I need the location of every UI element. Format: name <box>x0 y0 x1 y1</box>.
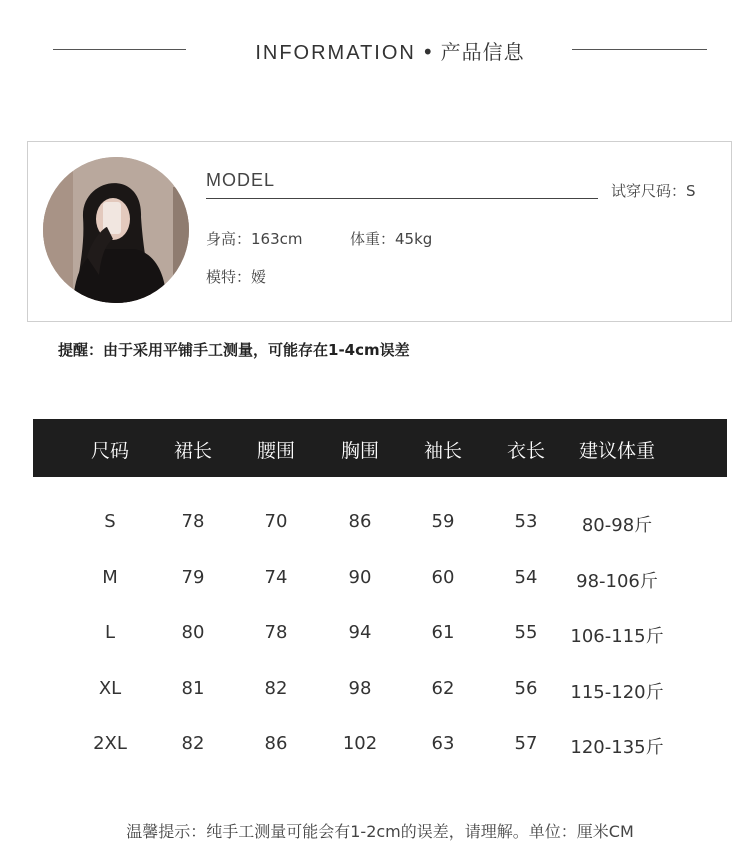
title-chinese: 产品信息 <box>440 40 525 64</box>
model-height: 身高：163cm <box>206 230 303 248</box>
table-cell: 81 <box>181 677 205 699</box>
table-header-cell: 衣长 <box>506 440 546 462</box>
size-table <box>33 419 727 758</box>
table-cell: 82 <box>264 677 288 699</box>
table-cell: 98-106斤 <box>576 570 658 592</box>
table-cell: 86 <box>348 511 372 532</box>
table-cell: S <box>104 511 116 532</box>
table-cell: 80 <box>181 622 205 643</box>
table-body <box>33 477 727 758</box>
section-header <box>0 30 750 70</box>
table-cell: 80-98斤 <box>581 515 653 536</box>
table-cell: 94 <box>348 622 372 643</box>
table-header-cell: 裙长 <box>173 440 213 462</box>
table-cell: XL <box>98 677 122 699</box>
table-cell: 79 <box>181 566 205 588</box>
model-photo-illustration <box>43 157 189 303</box>
table-cell: 74 <box>264 566 288 588</box>
model-label: MODEL <box>206 170 276 190</box>
table-header-cell: 建议体重 <box>578 440 656 462</box>
model-underline <box>206 198 598 199</box>
table-cell: 70 <box>264 511 288 532</box>
table-cell: 53 <box>514 511 538 532</box>
table-cell: 59 <box>431 511 455 532</box>
title-english: INFORMATION <box>255 42 416 64</box>
table-cell: 78 <box>181 511 205 532</box>
header-rule-right <box>572 49 707 50</box>
table-cell: M <box>102 566 118 588</box>
header-rule-left <box>53 49 186 50</box>
table-header-row <box>33 419 727 477</box>
fit-size: 试穿尺码：S <box>611 182 696 200</box>
table-cell: 90 <box>348 566 372 588</box>
table-cell: 78 <box>264 622 288 643</box>
table-row <box>33 699 727 758</box>
table-row <box>33 588 727 647</box>
table-cell: 102 <box>342 733 378 754</box>
table-header-cell: 袖长 <box>423 440 463 462</box>
table-cell: 60 <box>431 566 455 588</box>
table-header-cell: 腰围 <box>256 440 296 462</box>
title-separator: • <box>421 40 435 64</box>
section-title <box>200 36 580 65</box>
model-card <box>27 141 732 322</box>
table-cell: 115-120斤 <box>570 681 664 703</box>
footer-note: 温馨提示：纯手工测量可能会有1-2cm的误差，请理解。单位：厘米CM <box>126 822 634 841</box>
table-cell: 98 <box>348 677 372 699</box>
table-cell: 63 <box>431 733 455 754</box>
table-row <box>33 477 727 536</box>
model-photo <box>43 157 189 303</box>
table-cell: 57 <box>514 733 538 754</box>
table-cell: 86 <box>264 733 288 754</box>
table-cell: 62 <box>431 677 455 699</box>
table-cell: 120-135斤 <box>570 737 664 758</box>
table-header-cell: 尺码 <box>90 440 130 462</box>
measurement-reminder: 提醒：由于采用平铺手工测量，可能存在1-4cm误差 <box>58 341 410 359</box>
table-row <box>33 644 727 703</box>
table-cell: 106-115斤 <box>570 626 664 647</box>
table-cell: 55 <box>514 622 538 643</box>
model-weight: 体重：45kg <box>350 230 433 248</box>
table-cell: 56 <box>514 677 538 699</box>
table-cell: 61 <box>431 622 455 643</box>
table-cell: L <box>104 622 116 643</box>
table-header-cell: 胸围 <box>340 440 380 462</box>
table-cell: 82 <box>181 733 205 754</box>
model-name: 模特：嫒 <box>206 268 267 286</box>
table-cell: 2XL <box>93 733 127 754</box>
table-row <box>33 533 727 592</box>
table-cell: 54 <box>514 566 538 588</box>
